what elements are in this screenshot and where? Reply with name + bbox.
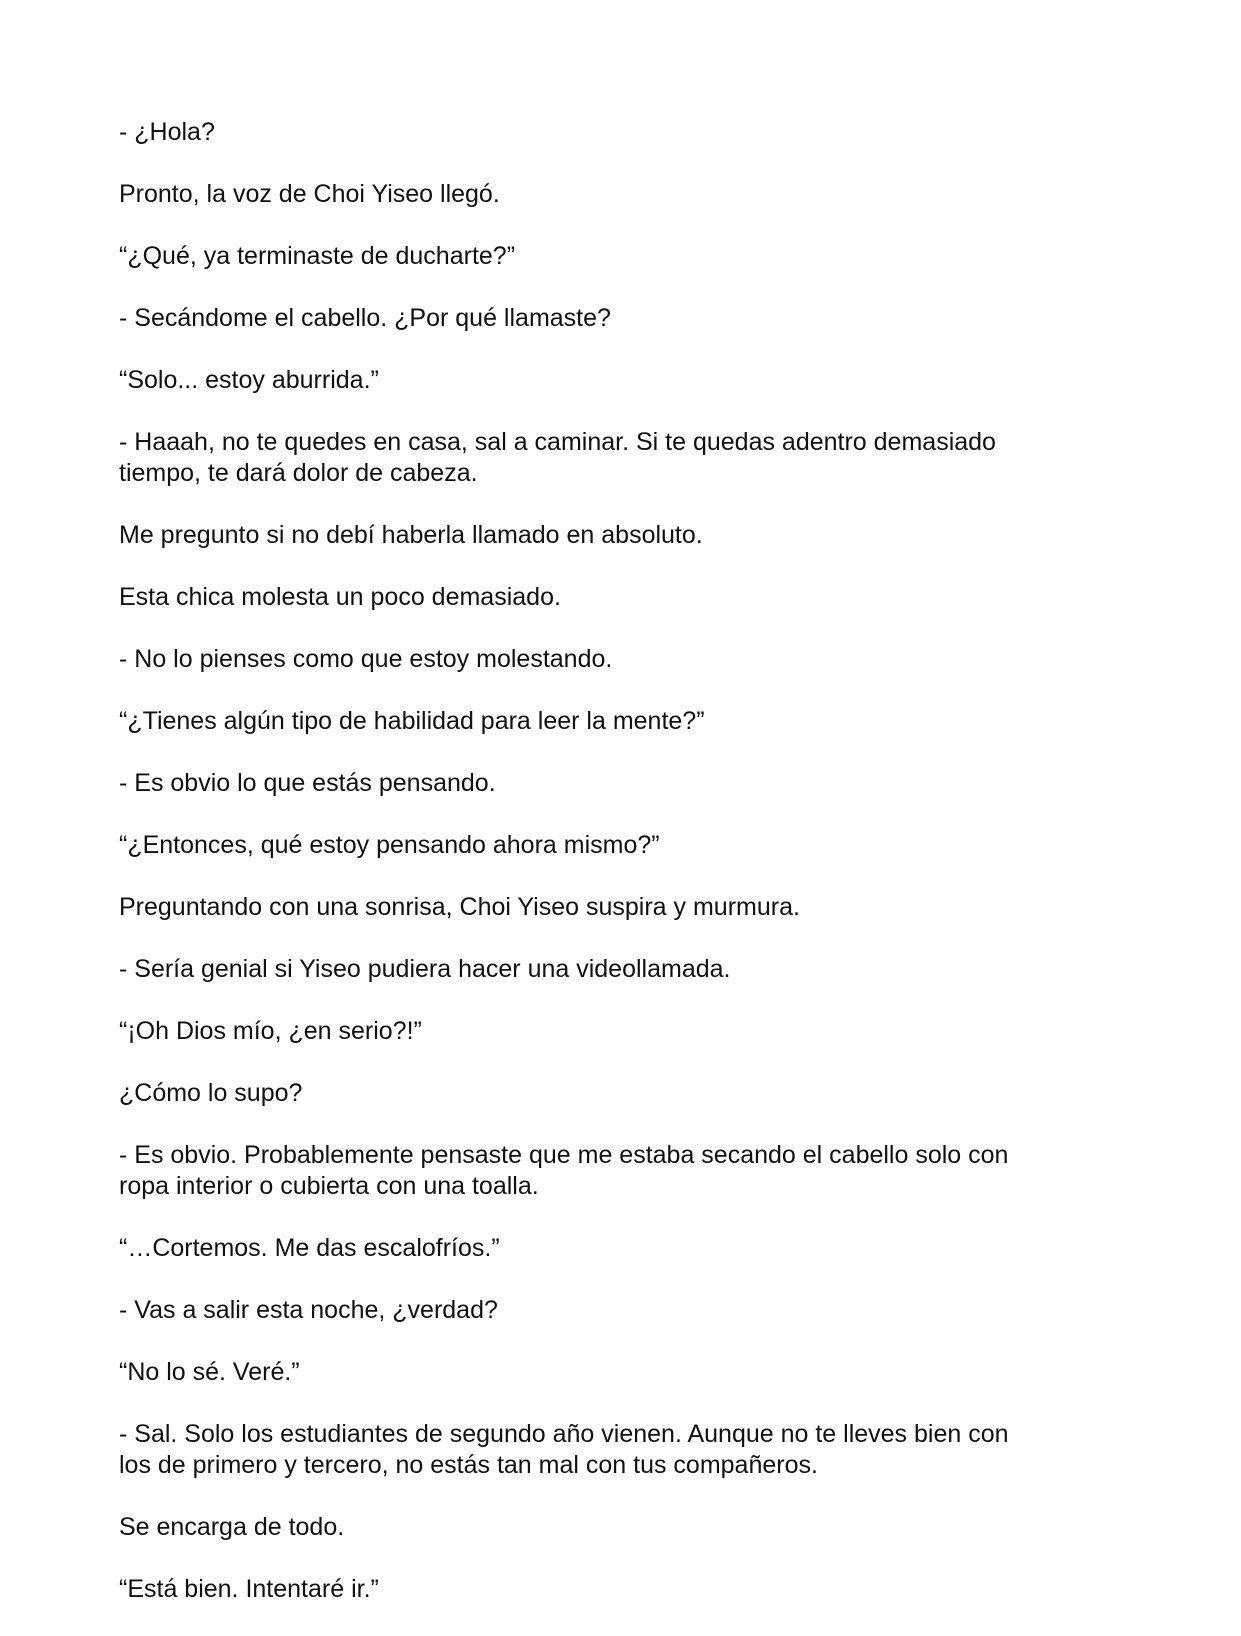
paragraph: - Es obvio. Probablemente pensaste que me estaba secando el cabello solo con ropa interior o cubierta con una toalla. [119, 1141, 1009, 1200]
paragraph: “…Cortemos. Me das escalofríos.” [119, 1234, 500, 1262]
document-body [119, 117, 1099, 1636]
paragraph: “No lo sé. Veré.” [119, 1358, 300, 1386]
paragraph: - ¿Hola? [119, 118, 215, 146]
paragraph: Se encarga de todo. [119, 1513, 345, 1541]
paragraph: - Sería genial si Yiseo pudiera hacer una videollamada. [119, 955, 731, 983]
paragraph: - Vas a salir esta noche, ¿verdad? [119, 1296, 498, 1324]
paragraph: - Secándome el cabello. ¿Por qué llamaste? [119, 304, 611, 332]
paragraph: “¡Oh Dios mío, ¿en serio?!” [119, 1017, 422, 1045]
paragraph: “¿Qué, ya terminaste de ducharte?” [119, 242, 516, 270]
paragraph: Pronto, la voz de Choi Yiseo llegó. [119, 180, 500, 208]
paragraph: ¿Cómo lo supo? [119, 1079, 303, 1107]
paragraph: - Haaah, no te quedes en casa, sal a caminar. Si te quedas adentro demasiado tiempo, te dará dolor de cabeza. [119, 428, 996, 487]
paragraph: “Está bien. Intentaré ir.” [119, 1575, 379, 1603]
paragraph: Me pregunto si no debí haberla llamado en absoluto. [119, 521, 703, 549]
paragraph: - Es obvio lo que estás pensando. [119, 769, 496, 797]
paragraph: - No lo pienses como que estoy molestando. [119, 645, 613, 673]
paragraph: “¿Entonces, qué estoy pensando ahora mismo?” [119, 831, 660, 859]
paragraph: “Solo... estoy aburrida.” [119, 366, 379, 394]
paragraph: Esta chica molesta un poco demasiado. [119, 583, 561, 611]
paragraph: “¿Tienes algún tipo de habilidad para leer la mente?” [119, 707, 705, 735]
paragraph: Preguntando con una sonrisa, Choi Yiseo suspira y murmura. [119, 893, 800, 921]
paragraph: - Sal. Solo los estudiantes de segundo año vienen. Aunque no te lleves bien con los de primero y tercero, no estás tan mal con tus compañeros. [119, 1420, 1009, 1479]
